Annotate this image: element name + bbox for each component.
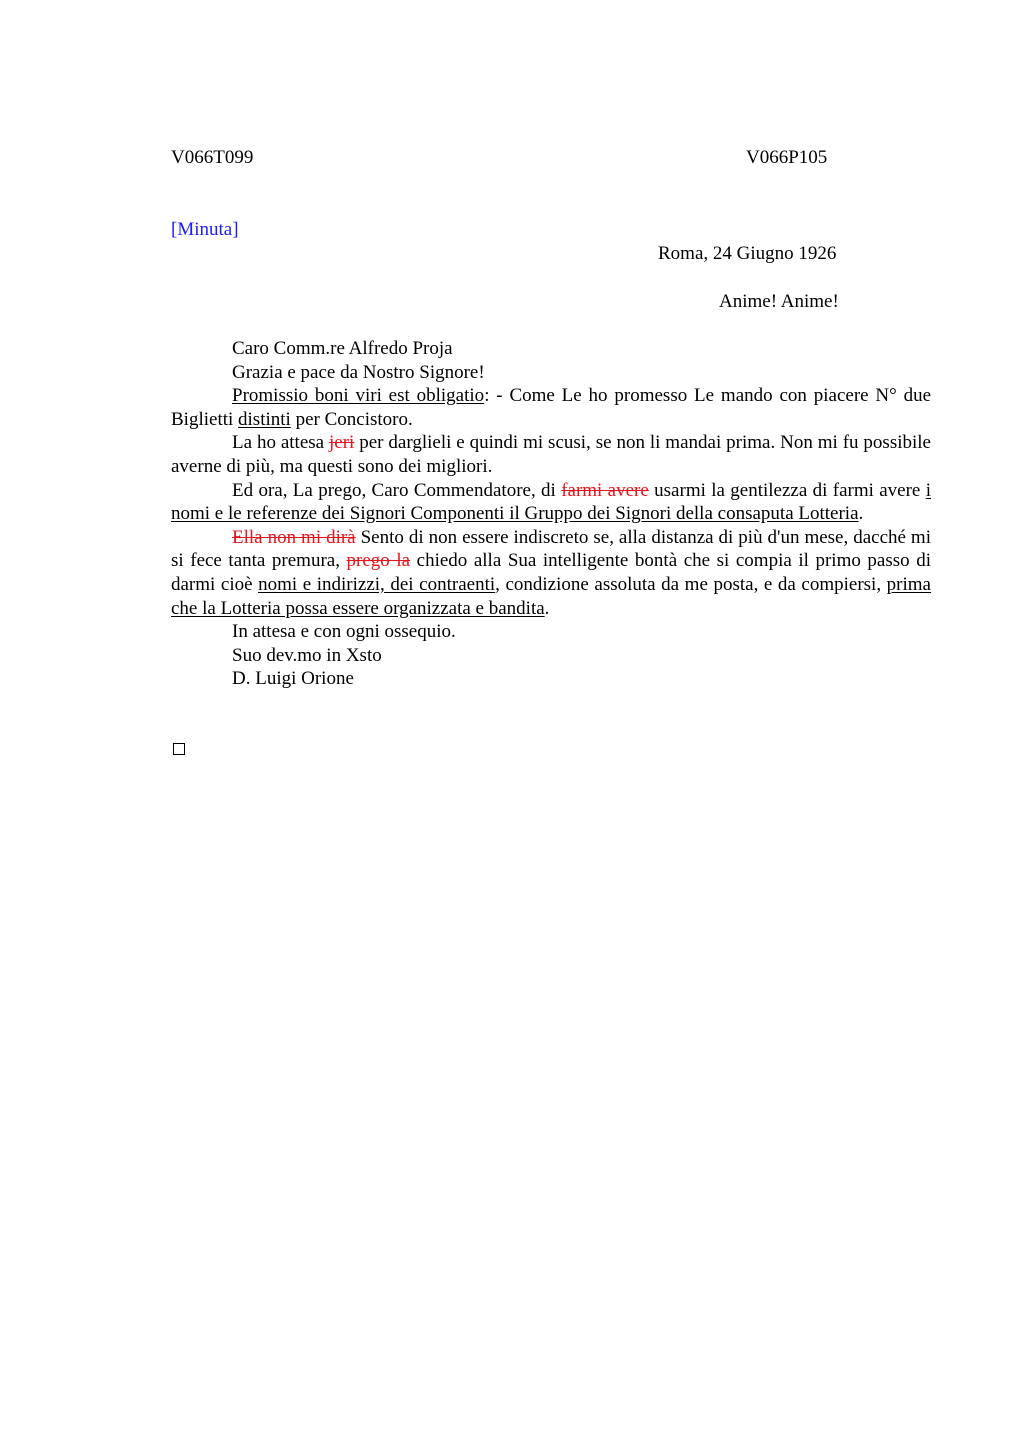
closing-line-2: Suo dev.mo in Xsto [232,644,382,666]
deleted-word-jeri: jeri [329,432,355,454]
paragraph-1-text-end: per Concistoro. [290,408,413,430]
paragraph-1-text: : - Come Le ho promesso Le mando con piacere N° due Biglietti [171,385,931,430]
checkbox-icon [173,743,185,755]
paragraph-2 [171,431,931,478]
paragraph-4 [171,526,931,620]
paragraph-3 [171,479,931,526]
deleted-prego-la: prego la [346,550,411,572]
paragraph-1 [171,384,931,431]
letter-motto: Anime! Anime! [719,291,839,312]
paragraph-3-text: Ed ora, La prego, Caro Commendatore, di [232,479,562,501]
letter-date: Roma, 24 Giugno 1926 [658,243,837,264]
signature: D. Luigi Orione [232,668,354,690]
closing-line-1: In attesa e con ogni ossequio. [232,621,456,643]
paragraph-3-text-mid: usarmi la gentilezza di farmi avere [648,479,926,501]
paragraph-4-text-mid2: , condizione assoluta da me posta, e da compiersi, [495,573,887,595]
paragraph-4-text-end: . [544,597,550,619]
deleted-ella-non-mi-dira: Ella non mi dirà [232,526,356,548]
deleted-farmi-avere: farmi avere [561,479,649,501]
underlined-nomi-referenze: i nomi e le referenze dei Signori Componenti il Gruppo dei Signori della consaputa Lotteria [171,479,931,525]
minuta-label: [Minuta] [171,219,239,240]
paragraph-4-text: Sento di non essere indiscreto se, alla distanza di più d'un mese, dacché mi si fece tanta premura, [171,526,931,572]
letter-body [171,337,931,691]
underlined-lotteria: prima che la Lotteria possa essere organizzata e bandita [171,573,931,619]
paragraph-4-text-mid: chiedo alla Sua intelligente bontà che si compia il primo passo di darmi cioè [171,550,931,595]
paragraph-2-text-end: per darglieli e quindi mi scusi, se non li mandai prima. Non mi fu possibile averne di più, ma questi sono dei migliori. [171,432,931,477]
document-code-left: V066T099 [171,147,254,168]
underlined-nomi-indirizzi: nomi e indirizzi, dei contraenti [258,573,496,595]
greeting: Grazia e pace da Nostro Signore! [232,361,485,383]
underlined-distinti: distinti [238,408,291,430]
paragraph-3-text-end: . [858,503,864,525]
salutation: Caro Comm.re Alfredo Proja [232,338,453,359]
latin-phrase: Promissio boni viri est obligatio [232,385,485,407]
paragraph-2-text: La ho attesa [232,432,330,454]
document-code-right: V066P105 [746,147,828,168]
